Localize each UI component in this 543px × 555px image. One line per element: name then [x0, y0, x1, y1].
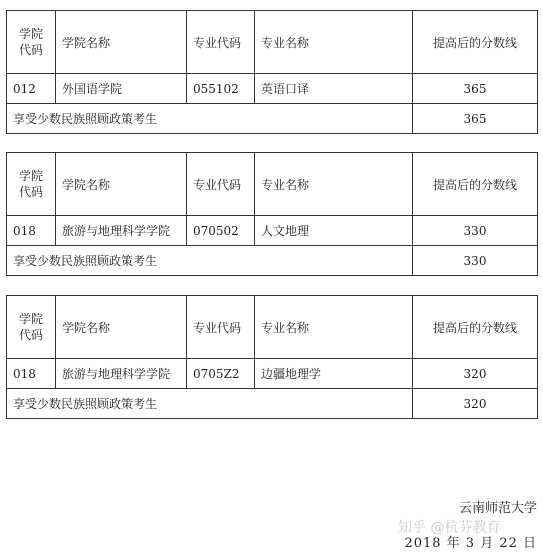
header-score-line: 提高后的分数线: [413, 296, 538, 359]
college-name-cell: 旅游与地理科学学院: [56, 359, 187, 389]
minority-label-cell: 享受少数民族照顾政策考生: [7, 246, 413, 276]
major-code-cell: 0705Z2: [187, 359, 255, 389]
header-major-code: 专业代码: [187, 11, 255, 74]
table-row: [7, 216, 538, 246]
major-code-cell: 055102: [187, 74, 255, 104]
header-college-code: 学院 代码: [7, 296, 56, 359]
signature-university: 云南师范大学: [458, 501, 537, 516]
header-college-code: 学院 代码: [7, 153, 56, 216]
table-row: [7, 359, 538, 389]
major-name-cell: 边疆地理学: [255, 359, 413, 389]
minority-row: [7, 246, 538, 276]
score-cell: 330: [413, 216, 538, 246]
major-name-cell: 人文地理: [255, 216, 413, 246]
score-cell: 320: [413, 359, 538, 389]
watermark: 知乎 @杭芬教育: [398, 520, 501, 536]
score-table-2: [6, 152, 538, 276]
minority-label-cell: 享受少数民族照顾政策考生: [7, 104, 413, 134]
college-code-cell: 018: [7, 216, 56, 246]
header-major-code: 专业代码: [187, 296, 255, 359]
header-major-name: 专业名称: [255, 296, 413, 359]
college-name-cell: 外国语学院: [56, 74, 187, 104]
table-row: [7, 74, 538, 104]
major-code-cell: 070502: [187, 216, 255, 246]
header-major-name: 专业名称: [255, 11, 413, 74]
header-college-code: 学院 代码: [7, 11, 56, 74]
header-college-name: 学院名称: [56, 153, 187, 216]
college-code-cell: 018: [7, 359, 56, 389]
table-header-row: [7, 11, 538, 74]
minority-label-cell: 享受少数民族照顾政策考生: [7, 389, 413, 419]
header-score-line: 提高后的分数线: [413, 11, 538, 74]
college-code-cell: 012: [7, 74, 56, 104]
minority-score-cell: 365: [413, 104, 538, 134]
score-table-3: [6, 295, 538, 419]
minority-score-cell: 330: [413, 246, 538, 276]
minority-score-cell: 320: [413, 389, 538, 419]
college-name-cell: 旅游与地理科学学院: [56, 216, 187, 246]
header-college-name: 学院名称: [56, 11, 187, 74]
score-cell: 365: [413, 74, 538, 104]
header-major-name: 专业名称: [255, 153, 413, 216]
header-score-line: 提高后的分数线: [413, 153, 538, 216]
major-name-cell: 英语口译: [255, 74, 413, 104]
minority-row: [7, 104, 538, 134]
header-college-name: 学院名称: [56, 296, 187, 359]
score-table-1: [6, 10, 538, 134]
minority-row: [7, 389, 538, 419]
signature-date: 2018 年 3 月 22 日: [404, 536, 537, 551]
table-header-row: [7, 296, 538, 359]
table-header-row: [7, 153, 538, 216]
header-major-code: 专业代码: [187, 153, 255, 216]
